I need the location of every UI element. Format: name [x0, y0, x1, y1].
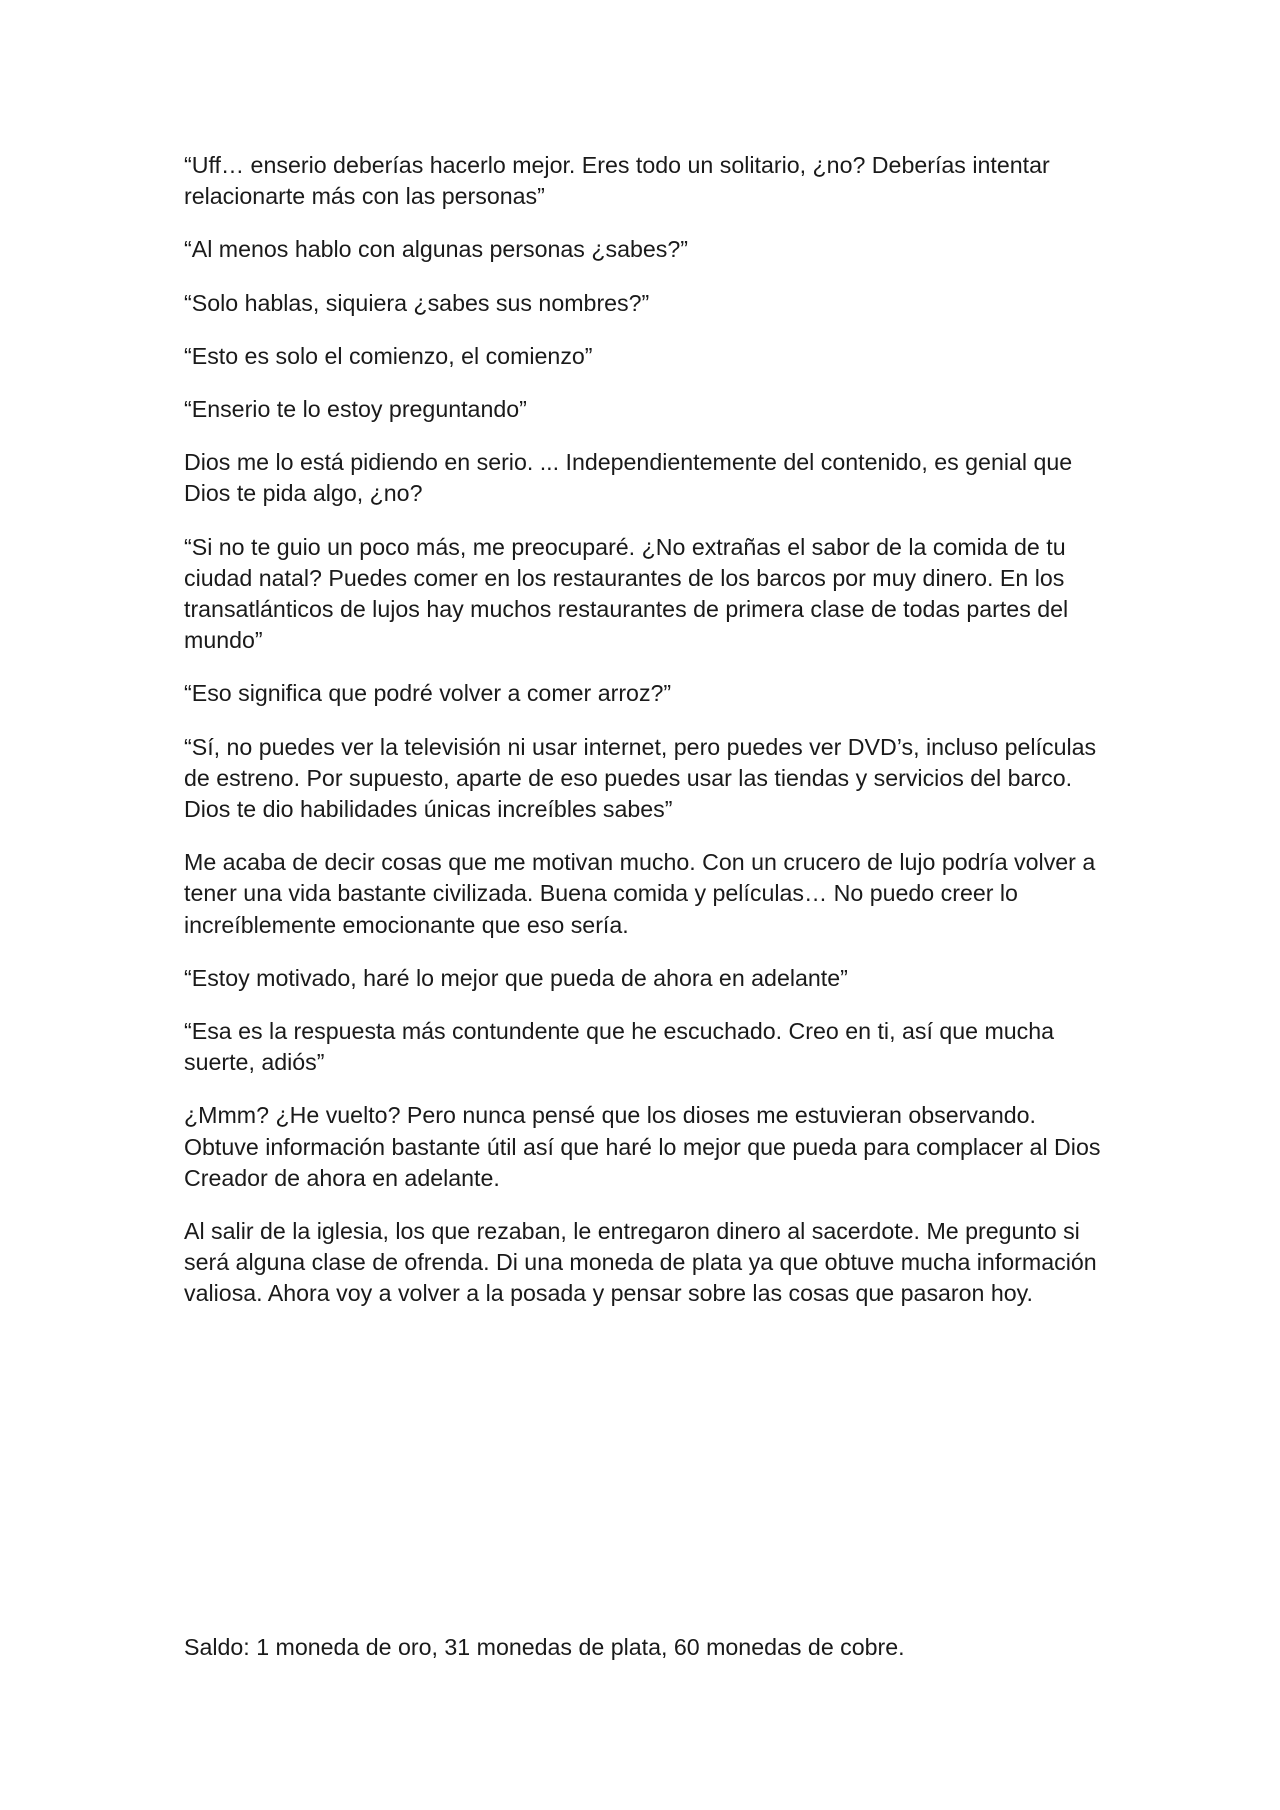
- paragraph: “Enserio te lo estoy preguntando”: [184, 396, 527, 423]
- paragraph: “Solo hablas, siquiera ¿sabes sus nombres?”: [184, 289, 650, 316]
- paragraph: “Si no te guio un poco más, me preocuparé. ¿No extrañas el sabor de la comida de tu ciudad natal? Puedes comer en los restaurantes de los barcos por muy dinero. En los transatlánticos de lujos hay muchos restaurantes de primera clase de todas partes del mundo”: [184, 533, 1069, 654]
- paragraph: ¿Mmm? ¿He vuelto? Pero nunca pensé que los dioses me estuvieran observando. Obtuve información bastante útil así que haré lo mejor que pueda para complacer al Dios Creador de ahora en adelante.: [184, 1102, 1101, 1191]
- paragraph: Al salir de la iglesia, los que rezaban, le entregaron dinero al sacerdote. Me pregunto si será alguna clase de ofrenda. Di una moneda de plata ya que obtuve mucha información valiosa. Ahora voy a volver a la posada y pensar sobre las cosas que pasaron hoy.: [184, 1218, 1097, 1307]
- document-body: [184, 150, 1114, 1332]
- balance-line: Saldo: 1 moneda de oro, 31 monedas de plata, 60 monedas de cobre.: [184, 1634, 905, 1660]
- paragraph: “Estoy motivado, haré lo mejor que pueda de ahora en adelante”: [184, 964, 848, 991]
- paragraph: “Esa es la respuesta más contundente que he escuchado. Creo en ti, así que mucha suerte, adiós”: [184, 1018, 1055, 1076]
- paragraph: “Eso significa que podré volver a comer arroz?”: [184, 680, 672, 707]
- paragraph: Me acaba de decir cosas que me motivan mucho. Con un crucero de lujo podría volver a tener una vida bastante civilizada. Buena comida y películas… No puedo creer lo increíblemente emocionante que eso sería.: [184, 849, 1096, 938]
- paragraph: “Uff… enserio deberías hacerlo mejor. Eres todo un solitario, ¿no? Deberías intentar relacionarte más con las personas”: [184, 152, 1050, 210]
- paragraph: “Al menos hablo con algunas personas ¿sabes?”: [184, 236, 688, 263]
- paragraph: Dios me lo está pidiendo en serio. ... Independientemente del contenido, es genial que Dios te pida algo, ¿no?: [184, 449, 1073, 507]
- paragraph: “Sí, no puedes ver la televisión ni usar internet, pero puedes ver DVD’s, incluso películas de estreno. Por supuesto, aparte de eso puedes usar las tiendas y servicios del barco. Dios te dio habilidades únicas increíbles sabes”: [184, 733, 1097, 823]
- paragraph: “Esto es solo el comienzo, el comienzo”: [184, 342, 593, 369]
